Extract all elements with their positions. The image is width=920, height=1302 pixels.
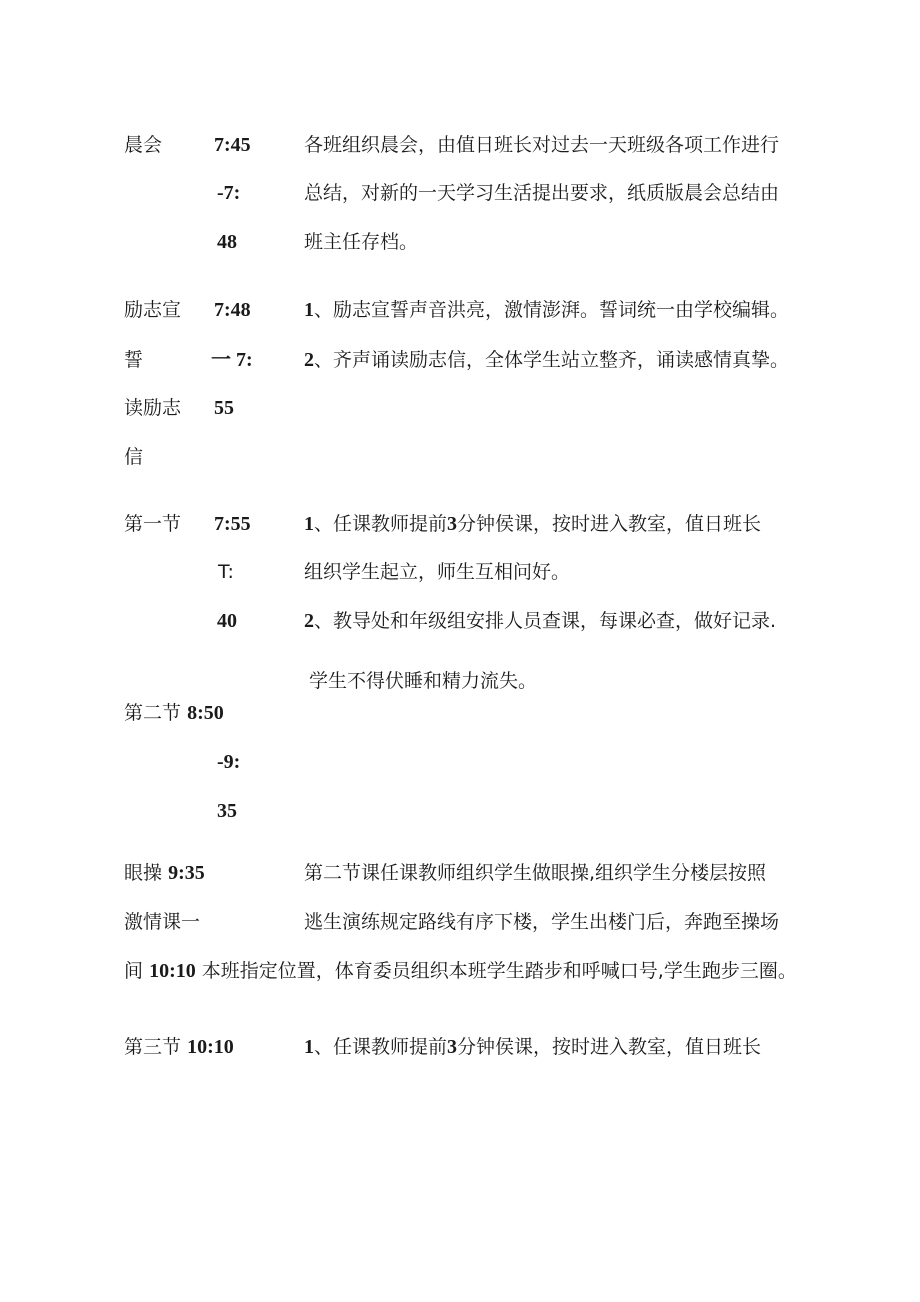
description-item-1 — [304, 1035, 761, 1059]
item-text: 、任课教师提前 — [314, 1036, 448, 1058]
time-start: 7:45 — [214, 134, 251, 156]
time-end: 35 — [217, 800, 237, 822]
description-line: 第二节课任课教师组织学生做眼操,组织学生分楼层按照 — [304, 862, 767, 884]
item-number: 1 — [304, 299, 314, 321]
row-label-eye-exercise — [124, 861, 205, 885]
item-text: 本班指定位置，体育委员组织本班学生踏步和呼喊口号,学生跑步三圈。 — [201, 960, 797, 982]
item-number: 1 — [304, 1036, 314, 1058]
row-label-third-period — [124, 1035, 234, 1059]
item-number: 2 — [304, 349, 314, 371]
row-label-line: 励志宣 — [124, 299, 182, 321]
time-start: 7:48 — [214, 299, 251, 321]
item-text: 、任课教师提前 — [314, 513, 448, 535]
label-text: 间 — [124, 960, 144, 982]
item-text: 、励志宣誓声音洪亮，激情澎湃。誓词统一由学校编辑。 — [314, 299, 790, 321]
time-end: 40 — [217, 610, 237, 632]
time-mid: -9: — [217, 751, 241, 773]
label-text: 第二节 — [124, 702, 182, 724]
description-line: 组织学生起立，师生互相问好。 — [304, 561, 571, 583]
item-text: 、教导处和年级组安排人员查课，每课必查，做好记录. — [314, 610, 777, 632]
row-label-morning-meeting: 晨会 — [124, 134, 163, 156]
time-start: 7:55 — [214, 513, 251, 535]
time-mid: 一 7: — [211, 349, 253, 371]
time-start: 9:35 — [168, 862, 205, 884]
minutes-number: 3 — [447, 513, 458, 535]
row-label-line: 激情课一 — [124, 911, 201, 933]
time-start: 10:10 — [187, 1036, 234, 1058]
description-line — [124, 959, 797, 983]
minutes-number: 3 — [447, 1036, 458, 1058]
item-text: 分钟侯课，按时进入教室，值日班长 — [457, 1036, 762, 1058]
description-line: 各班组织晨会，由值日班长对过去一天班级各项工作进行 — [304, 134, 780, 156]
time-mid: -7: — [217, 182, 241, 204]
time-mid: T: — [218, 561, 234, 583]
description-item-2 — [304, 609, 776, 633]
description-item-1 — [304, 512, 761, 536]
description-item-2 — [304, 348, 789, 372]
time-end: 55 — [214, 397, 234, 419]
time-end: 10:10 — [149, 960, 196, 982]
row-label-line: 信 — [124, 446, 144, 468]
description-line: 学生不得伏睡和精力流失。 — [309, 670, 538, 692]
row-label-second-period — [124, 701, 224, 725]
row-label-line: 誓 — [124, 349, 144, 371]
item-text: 分钟侯课，按时进入教室，值日班长 — [457, 513, 762, 535]
label-text: 眼操 — [124, 862, 163, 884]
row-label-line: 读励志 — [124, 397, 182, 419]
item-number: 1 — [304, 513, 314, 535]
description-line: 总结，对新的一天学习生活提出要求，纸质版晨会总结由 — [304, 182, 780, 204]
description-item-1 — [304, 298, 789, 322]
item-number: 2 — [304, 610, 314, 632]
row-label-first-period: 第一节 — [124, 513, 182, 535]
item-text: 、齐声诵读励志信，全体学生站立整齐，诵读感情真挚。 — [314, 349, 790, 371]
description-line: 逃生演练规定路线有序下楼，学生出楼门后，奔跑至操场 — [304, 911, 780, 933]
time-end: 48 — [217, 231, 237, 253]
label-text: 第三节 — [124, 1036, 182, 1058]
time-start: 8:50 — [187, 702, 224, 724]
description-line: 班主任存档。 — [304, 231, 419, 253]
